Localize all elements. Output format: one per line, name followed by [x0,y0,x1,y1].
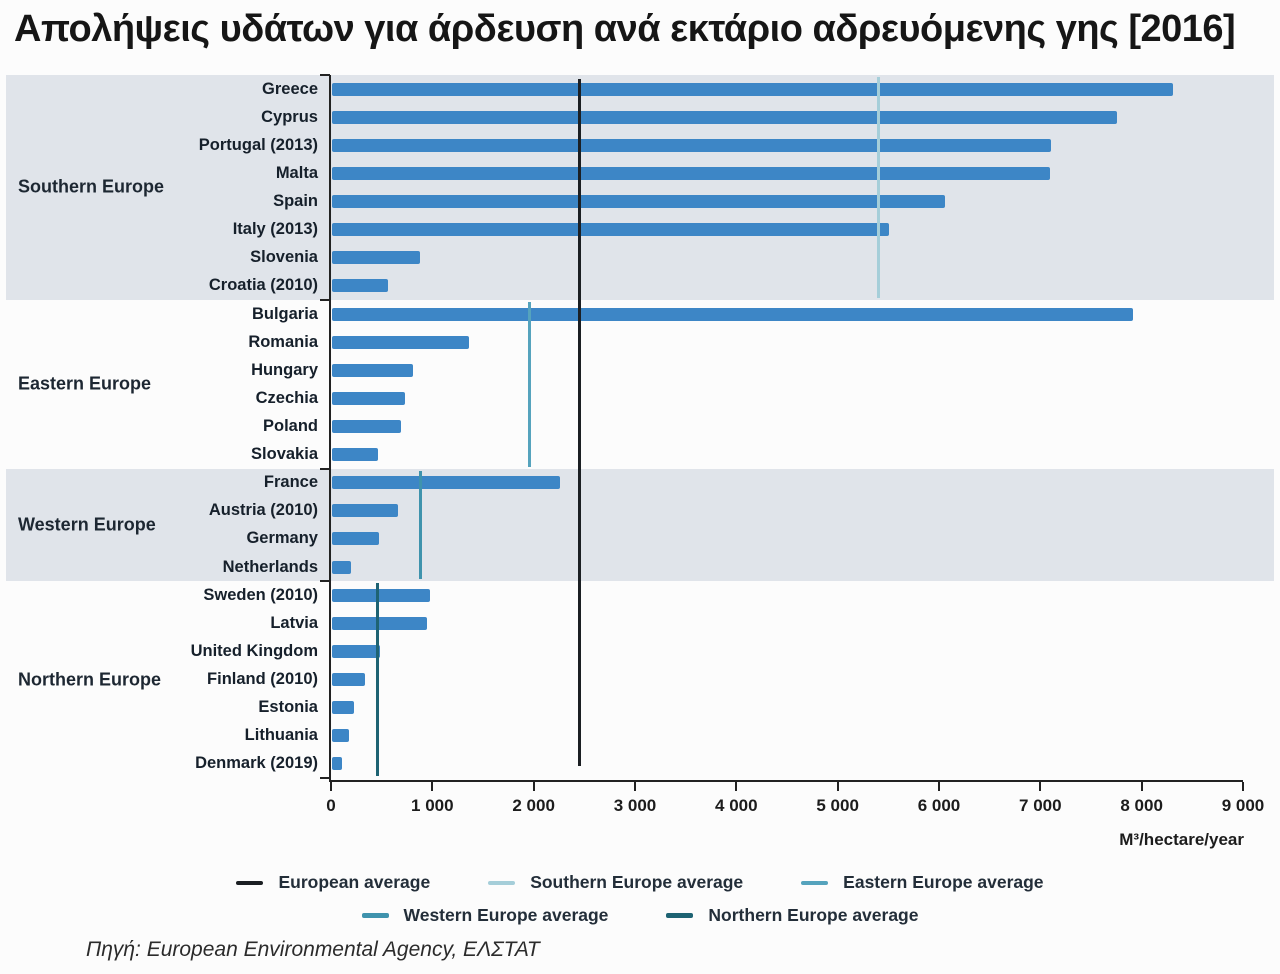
country-label-slovakia: Slovakia [251,445,318,464]
x-tick-label-6000: 6 000 [917,796,961,815]
country-label-sweden-2010: Sweden (2010) [203,585,318,604]
x-tick-label-9000: 9 000 [1221,796,1265,815]
x-tick-label-7000: 7 000 [1019,796,1062,815]
x-tick-3000 [634,782,636,791]
bar-netherlands [332,561,351,574]
group-label-southern-europe: Southern Europe [18,176,165,197]
bar-slovakia [332,448,378,461]
legend-item-european-average [236,872,430,893]
legend-label-northern-europe-average: Northern Europe average [708,905,919,925]
country-label-denmark-2019: Denmark (2019) [195,754,318,773]
x-tick-label-0: 0 [326,796,336,815]
row-slovenia [0,244,1280,272]
country-label-malta: Malta [275,163,318,182]
row-czechia [0,384,1280,412]
row-portugal-2013 [0,131,1280,159]
country-label-finland-2010: Finland (2010) [207,670,318,689]
country-label-spain: Spain [273,192,318,211]
country-label-hungary: Hungary [251,360,318,379]
row-romania [0,328,1280,356]
group-label-western-europe: Western Europe [18,514,156,535]
row-estonia [0,694,1280,722]
bar-croatia-2010 [332,279,388,292]
x-tick-label-3000: 3 000 [613,796,657,815]
group-boundary-tick [320,299,330,301]
row-germany [0,525,1280,553]
legend-swatch-eastern-europe-average [801,881,828,885]
legend-item-southern-europe-average [488,872,743,893]
bar-united-kingdom [332,645,380,658]
european-average-line [578,79,581,766]
x-tick-1000 [431,782,433,791]
country-label-italy-2013: Italy (2013) [232,220,318,239]
x-tick-9000 [1242,782,1244,791]
country-label-estonia: Estonia [258,698,318,717]
country-label-lithuania: Lithuania [244,726,318,745]
bar-denmark-2019 [332,757,342,770]
row-denmark-2019 [0,750,1280,778]
x-tick-0 [330,782,332,791]
group-boundary-tick [320,777,330,779]
country-label-portugal-2013: Portugal (2013) [198,135,318,154]
group-label-eastern-europe: Eastern Europe [18,373,152,394]
bar-sweden-2010 [332,589,430,602]
row-bulgaria [0,300,1280,328]
bar-germany [332,532,379,545]
group-average-line-southern-europe [877,77,880,298]
legend-swatch-southern-europe-average [488,881,515,885]
legend-label-eastern-europe-average: Eastern Europe average [843,872,1044,892]
row-united-kingdom [0,637,1280,665]
country-label-latvia: Latvia [270,613,318,632]
group-boundary-tick [320,468,330,470]
source-note: Πηγή: European Environmental Agency, ΕΛΣΤΑΤ [86,938,540,961]
x-tick-6000 [938,782,940,791]
row-finland-2010 [0,666,1280,694]
bar-bulgaria [332,308,1133,321]
x-tick-label-4000: 4 000 [715,796,758,815]
country-label-netherlands: Netherlands [222,557,318,576]
bar-malta [332,167,1050,180]
bar-greece [332,83,1173,96]
x-tick-2000 [533,782,535,791]
legend-item-western-europe-average [362,905,609,926]
legend-row-2 [0,899,1280,932]
country-label-germany: Germany [246,529,318,548]
bar-portugal-2013 [332,139,1051,152]
legend-label-southern-europe-average: Southern Europe average [530,872,744,892]
row-sweden-2010 [0,581,1280,609]
x-tick-label-5000: 5 000 [816,796,859,815]
country-label-austria-2010: Austria (2010) [208,501,318,520]
country-label-cyprus: Cyprus [261,107,318,126]
country-label-croatia-2010: Croatia (2010) [208,276,318,295]
bar-lithuania [332,729,349,742]
bar-latvia [332,617,427,630]
bar-cyprus [332,111,1117,124]
x-tick-label-8000: 8 000 [1120,796,1163,815]
bar-hungary [332,364,413,377]
legend-label-western-europe-average: Western Europe average [403,905,609,925]
row-croatia-2010 [0,272,1280,300]
bar-austria-2010 [332,504,398,517]
x-tick-5000 [837,782,839,791]
bar-spain [332,195,945,208]
x-tick-8000 [1141,782,1143,791]
bar-slovenia [332,251,420,264]
row-netherlands [0,553,1280,581]
row-austria-2010 [0,497,1280,525]
bar-chart [0,70,1280,870]
row-lithuania [0,722,1280,750]
legend-swatch-northern-europe-average [666,913,693,918]
country-label-united-kingdom: United Kingdom [190,641,318,660]
bar-finland-2010 [332,673,365,686]
x-tick-4000 [735,782,737,791]
country-label-france: France [263,473,318,492]
legend-label-european-average: European average [278,872,431,892]
bar-france [332,476,560,489]
legend-item-northern-europe-average [666,905,918,926]
row-poland [0,412,1280,440]
row-slovakia [0,441,1280,469]
row-cyprus [0,103,1280,131]
country-label-slovenia: Slovenia [250,248,318,267]
country-label-bulgaria: Bulgaria [251,304,318,323]
row-malta [0,159,1280,187]
chart-title: Απολήψεις υδάτων για άρδευση ανά εκτάριο αδρευόμενης γης [2016] [14,8,1236,50]
y-axis-line [329,75,331,780]
group-average-line-eastern-europe [528,302,531,467]
x-tick-label-2000: 2 000 [512,796,555,815]
country-label-poland: Poland [262,416,318,435]
bar-italy-2013 [332,223,889,236]
legend [0,866,1280,932]
group-boundary-tick [320,74,330,76]
x-tick-label-1000: 1 000 [411,796,454,815]
group-average-line-northern-europe [376,583,379,776]
group-average-line-western-europe [419,471,422,579]
bar-poland [332,420,401,433]
legend-swatch-western-europe-average [362,913,389,918]
row-italy-2013 [0,216,1280,244]
x-tick-7000 [1039,782,1041,791]
bar-czechia [332,392,405,405]
axis-unit-label: M³/hectare/year [1119,830,1244,849]
legend-swatch-european-average [236,881,263,885]
legend-item-eastern-europe-average [801,872,1043,893]
group-label-northern-europe: Northern Europe [18,669,162,690]
row-spain [0,187,1280,215]
legend-row-1 [0,866,1280,899]
bar-estonia [332,701,354,714]
bar-romania [332,336,469,349]
group-boundary-tick [320,580,330,582]
row-greece [0,75,1280,103]
country-label-czechia: Czechia [255,388,318,407]
row-france [0,469,1280,497]
row-hungary [0,356,1280,384]
country-label-romania: Romania [248,332,318,351]
row-latvia [0,609,1280,637]
x-axis-line [329,780,1243,782]
country-label-greece: Greece [262,79,318,98]
